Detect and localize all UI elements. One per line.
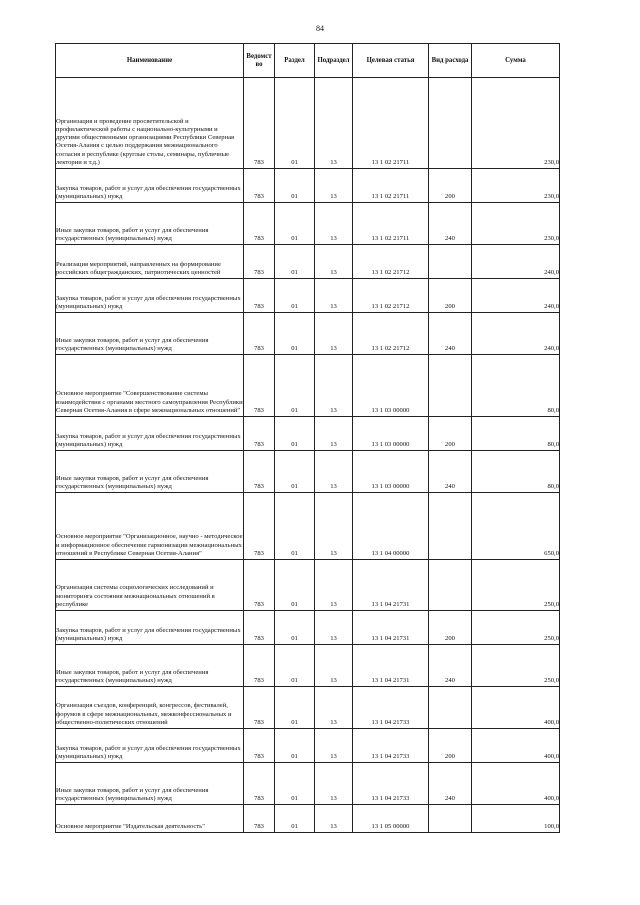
cell-section: 01 [275, 805, 315, 833]
table-row [56, 611, 560, 645]
table-row [56, 493, 560, 560]
table-row [56, 169, 560, 203]
cell-dept: 783 [244, 687, 275, 729]
table-row [56, 203, 560, 245]
header-kind: Вид расхода [429, 44, 472, 78]
cell-sum: 400,0 [472, 763, 560, 805]
table-row [56, 763, 560, 805]
cell-subsection: 13 [315, 645, 353, 687]
cell-name: Организация системы социологических исследований и мониторинга состояния межнациональных отношений в республике [56, 560, 244, 611]
cell-target: 13 1 04 21733 [353, 763, 429, 805]
cell-subsection: 13 [315, 355, 353, 417]
header-name: Наименование [56, 44, 244, 78]
cell-dept: 783 [244, 355, 275, 417]
cell-section: 01 [275, 279, 315, 313]
cell-kind: 200 [429, 729, 472, 763]
cell-kind: 240 [429, 203, 472, 245]
cell-kind [429, 78, 472, 169]
cell-dept: 783 [244, 313, 275, 355]
table-row [56, 78, 560, 169]
cell-section: 01 [275, 313, 315, 355]
cell-target: 13 1 04 00000 [353, 493, 429, 560]
cell-kind [429, 493, 472, 560]
cell-sum: 250,0 [472, 611, 560, 645]
cell-name: Иные закупки товаров, работ и услуг для обеспечения государственных (муниципальных) нужд [56, 203, 244, 245]
cell-section: 01 [275, 763, 315, 805]
cell-name: Закупка товаров, работ и услуг для обеспечения государственных (муниципальных) нужд [56, 417, 244, 451]
header-sum: Сумма [472, 44, 560, 78]
cell-name: Реализация мероприятий, направленных на формирование российских общегражданских, патриотических ценностей [56, 245, 244, 279]
cell-sum: 650,0 [472, 493, 560, 560]
cell-sum: 240,0 [472, 279, 560, 313]
cell-target: 13 1 02 21711 [353, 78, 429, 169]
cell-kind: 200 [429, 417, 472, 451]
cell-section: 01 [275, 645, 315, 687]
cell-section: 01 [275, 78, 315, 169]
cell-kind [429, 687, 472, 729]
cell-section: 01 [275, 560, 315, 611]
cell-target: 13 1 03 00000 [353, 451, 429, 493]
cell-dept: 783 [244, 805, 275, 833]
cell-name: Закупка товаров, работ и услуг для обеспечения государственных (муниципальных) нужд [56, 611, 244, 645]
table-row [56, 645, 560, 687]
cell-sum: 80,0 [472, 355, 560, 417]
cell-subsection: 13 [315, 279, 353, 313]
cell-name: Иные закупки товаров, работ и услуг для обеспечения государственных (муниципальных) нужд [56, 763, 244, 805]
cell-sum: 100,0 [472, 805, 560, 833]
cell-subsection: 13 [315, 313, 353, 355]
cell-section: 01 [275, 687, 315, 729]
cell-subsection: 13 [315, 78, 353, 169]
cell-dept: 783 [244, 493, 275, 560]
cell-target: 13 1 02 21712 [353, 245, 429, 279]
cell-subsection: 13 [315, 493, 353, 560]
cell-dept: 783 [244, 451, 275, 493]
cell-sum: 400,0 [472, 729, 560, 763]
cell-subsection: 13 [315, 417, 353, 451]
table-row [56, 729, 560, 763]
cell-subsection: 13 [315, 169, 353, 203]
cell-sum: 80,0 [472, 417, 560, 451]
cell-name: Основное мероприятие "Издательская деятельность" [56, 805, 244, 833]
cell-target: 13 1 04 21733 [353, 687, 429, 729]
table-row [56, 355, 560, 417]
cell-name: Иные закупки товаров, работ и услуг для обеспечения государственных (муниципальных) нужд [56, 313, 244, 355]
table-row [56, 451, 560, 493]
header-subsection: Подраздел [315, 44, 353, 78]
header-dept: Ведомст во [244, 44, 275, 78]
cell-section: 01 [275, 169, 315, 203]
cell-name: Закупка товаров, работ и услуг для обеспечения государственных (муниципальных) нужд [56, 169, 244, 203]
cell-target: 13 1 05 00000 [353, 805, 429, 833]
cell-name: Организация съездов, конференций, конгрессов, фестивалей, форумов в сфере межнациональных, межконфессиональных и общественно-политических отношений [56, 687, 244, 729]
header-target: Целевая статья [353, 44, 429, 78]
cell-dept: 783 [244, 78, 275, 169]
cell-kind [429, 805, 472, 833]
cell-sum: 400,0 [472, 687, 560, 729]
cell-name: Иные закупки товаров, работ и услуг для обеспечения государственных (муниципальных) нужд [56, 451, 244, 493]
cell-subsection: 13 [315, 805, 353, 833]
cell-name: Закупка товаров, работ и услуг для обеспечения государственных (муниципальных) нужд [56, 279, 244, 313]
cell-kind: 240 [429, 313, 472, 355]
cell-section: 01 [275, 729, 315, 763]
cell-subsection: 13 [315, 245, 353, 279]
cell-dept: 783 [244, 279, 275, 313]
cell-name: Организация и проведение просветительской и профилактической работы с национально-культурными и другими общественными организациями Республики Северная Осетия-Алания с целью поддержания межнационального согласия в республике (круглые столы, семинары, публичные лектории и т.д.) [56, 78, 244, 169]
cell-name: Основное мероприятие "Организационное, научно - методическое и информационное обеспечение гармонизации межнациональных отношений в Республике Северная Осетия-Алания" [56, 493, 244, 560]
cell-section: 01 [275, 355, 315, 417]
cell-dept: 783 [244, 729, 275, 763]
table-row [56, 313, 560, 355]
cell-target: 13 1 04 21733 [353, 729, 429, 763]
cell-subsection: 13 [315, 611, 353, 645]
table-row [56, 279, 560, 313]
cell-name: Закупка товаров, работ и услуг для обеспечения государственных (муниципальных) нужд [56, 729, 244, 763]
table-row [56, 805, 560, 833]
table-row [56, 687, 560, 729]
table-row [56, 245, 560, 279]
cell-target: 13 1 02 21712 [353, 279, 429, 313]
cell-dept: 783 [244, 763, 275, 805]
cell-section: 01 [275, 417, 315, 451]
cell-target: 13 1 02 21711 [353, 169, 429, 203]
cell-section: 01 [275, 611, 315, 645]
table-row [56, 560, 560, 611]
cell-kind: 200 [429, 611, 472, 645]
cell-dept: 783 [244, 169, 275, 203]
cell-sum: 250,0 [472, 645, 560, 687]
cell-kind: 200 [429, 279, 472, 313]
cell-kind: 240 [429, 645, 472, 687]
table-body [56, 78, 560, 833]
cell-sum: 240,0 [472, 313, 560, 355]
cell-kind [429, 245, 472, 279]
cell-target: 13 1 02 21711 [353, 203, 429, 245]
cell-dept: 783 [244, 245, 275, 279]
cell-sum: 230,0 [472, 169, 560, 203]
cell-sum: 240,0 [472, 245, 560, 279]
budget-table [55, 43, 560, 833]
cell-kind: 240 [429, 451, 472, 493]
cell-section: 01 [275, 203, 315, 245]
cell-dept: 783 [244, 560, 275, 611]
cell-name: Иные закупки товаров, работ и услуг для обеспечения государственных (муниципальных) нужд [56, 645, 244, 687]
cell-subsection: 13 [315, 203, 353, 245]
cell-name: Основное мероприятие "Совершенствование системы взаимодействия с органами местного самоуправления Республики Северная Осетия-Алания в сфере межнациональных отношений" [56, 355, 244, 417]
cell-subsection: 13 [315, 729, 353, 763]
page-number: 84 [316, 24, 324, 33]
cell-dept: 783 [244, 203, 275, 245]
cell-subsection: 13 [315, 560, 353, 611]
cell-kind [429, 560, 472, 611]
cell-section: 01 [275, 245, 315, 279]
cell-dept: 783 [244, 417, 275, 451]
cell-sum: 250,0 [472, 560, 560, 611]
cell-target: 13 1 04 21731 [353, 645, 429, 687]
cell-kind: 240 [429, 763, 472, 805]
cell-target: 13 1 02 21712 [353, 313, 429, 355]
header-row [56, 44, 560, 78]
cell-section: 01 [275, 451, 315, 493]
cell-sum: 80,0 [472, 451, 560, 493]
cell-subsection: 13 [315, 687, 353, 729]
cell-kind: 200 [429, 169, 472, 203]
cell-target: 13 1 04 21731 [353, 611, 429, 645]
cell-target: 13 1 03 00000 [353, 355, 429, 417]
cell-subsection: 13 [315, 763, 353, 805]
cell-section: 01 [275, 493, 315, 560]
cell-kind [429, 355, 472, 417]
cell-subsection: 13 [315, 451, 353, 493]
cell-dept: 783 [244, 611, 275, 645]
cell-dept: 783 [244, 645, 275, 687]
cell-sum: 230,0 [472, 203, 560, 245]
cell-target: 13 1 03 00000 [353, 417, 429, 451]
cell-target: 13 1 04 21731 [353, 560, 429, 611]
header-section: Раздел [275, 44, 315, 78]
table-row [56, 417, 560, 451]
cell-sum: 230,0 [472, 78, 560, 169]
